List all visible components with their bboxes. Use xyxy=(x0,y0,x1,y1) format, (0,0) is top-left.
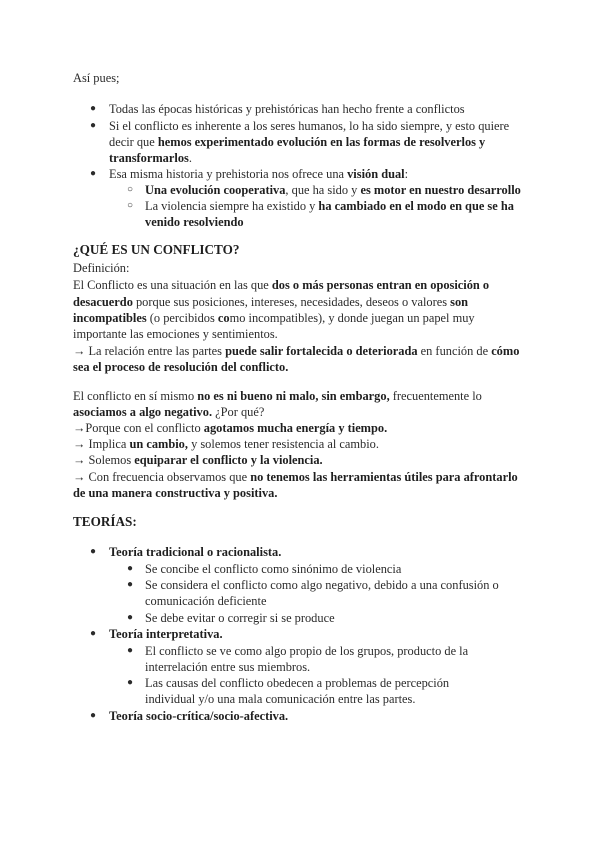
bullet-icon: ● xyxy=(127,677,134,688)
sub-list-item: Las causas del conflicto obedecen a problemas de percepción xyxy=(145,676,450,690)
theory-item: Teoría tradicional o racionalista. xyxy=(109,545,282,559)
bullet-icon: ● xyxy=(127,612,134,623)
section-title: ¿QUÉ ES UN CONFLICTO? xyxy=(73,242,240,257)
circle-bullet-icon: ○ xyxy=(127,200,134,211)
sub-list-item: La violencia siempre ha existido y ha cambiado en el modo en que se ha xyxy=(145,199,514,213)
paragraph-line: sea el proceso de resolución del conflicto. xyxy=(73,360,289,374)
list-item: Si el conflicto es inherente a los seres humanos, lo ha sido siempre, y esto quiere xyxy=(109,119,510,133)
sub-list-item-cont: venido resolviendo xyxy=(145,215,244,229)
arrow-line: → Implica un cambio, y solemos tener resistencia al cambio. xyxy=(73,437,379,451)
bullet-icon: ● xyxy=(127,645,134,656)
bullet-icon: ● xyxy=(90,103,97,114)
circle-bullet-icon: ○ xyxy=(127,184,134,195)
arrow-line-cont: de una manera constructiva y positiva. xyxy=(73,486,278,500)
sub-list-item: Se debe evitar o corregir si se produce xyxy=(145,611,335,625)
paragraph-line: El Conflicto es una situación en las que dos o más personas entran en oposición o xyxy=(73,278,490,292)
list-item-cont: decir que hemos experimentado evolución en las formas de resolverlos y xyxy=(109,135,486,149)
arrow-line: → Solemos equiparar el conflicto y la violencia. xyxy=(73,453,323,467)
sub-list-item: Se concibe el conflicto como sinónimo de violencia xyxy=(145,562,402,576)
bullet-icon: ● xyxy=(90,710,97,721)
intro-text: Así pues; xyxy=(73,71,120,85)
bullet-icon: ● xyxy=(90,546,97,557)
sub-list-item-cont: interrelación entre sus miembros. xyxy=(145,660,311,674)
arrow-line: → Con frecuencia observamos que no tenemos las herramientas útiles para afrontarlo xyxy=(73,470,518,484)
sub-list-item: Una evolución cooperativa, que ha sido y es motor en nuestro desarrollo xyxy=(145,183,521,197)
sub-list-item: El conflicto se ve como algo propio de los grupos, producto de la xyxy=(145,644,469,658)
list-item: Todas las épocas históricas y prehistóricas han hecho frente a conflictos xyxy=(109,102,465,116)
bullet-icon: ● xyxy=(127,579,134,590)
bullet-icon: ● xyxy=(90,628,97,639)
sub-list-item-cont: comunicación deficiente xyxy=(145,594,267,608)
arrow-line: →Porque con el conflicto agotamos mucha energía y tiempo. xyxy=(73,421,388,435)
theory-item: Teoría socio-crítica/socio-afectiva. xyxy=(109,709,289,723)
bullet-icon: ● xyxy=(90,168,97,179)
bullet-icon: ● xyxy=(127,563,134,574)
paragraph-line: El conflicto en sí mismo no es ni bueno ni malo, sin embargo, frecuentemente lo xyxy=(73,389,482,403)
theory-item: Teoría interpretativa. xyxy=(109,627,223,641)
section-title: TEORÍAS: xyxy=(73,514,137,529)
sub-list-item: Se considera el conflicto como algo negativo, debido a una confusión o xyxy=(145,578,499,592)
paragraph-line: → La relación entre las partes puede salir fortalecida o deteriorada en función de cómo xyxy=(73,344,520,358)
paragraph-line: incompatibles (o percibidos como incompatibles), y donde juegan un papel muy xyxy=(73,311,475,325)
paragraph-line: importante las emociones y sentimientos. xyxy=(73,327,278,341)
definition-label: Definición: xyxy=(73,261,130,275)
list-item: Esa misma historia y prehistoria nos ofrece una visión dual: xyxy=(109,167,409,181)
sub-list-item-cont: individual y/o una mala comunicación entre las partes. xyxy=(145,692,416,706)
paragraph-line: asociamos a algo negativo. ¿Por qué? xyxy=(73,405,265,419)
list-item-cont: transformarlos. xyxy=(109,151,192,165)
bullet-icon: ● xyxy=(90,120,97,131)
paragraph-line: desacuerdo porque sus posiciones, intereses, necesidades, deseos o valores son xyxy=(73,295,469,309)
